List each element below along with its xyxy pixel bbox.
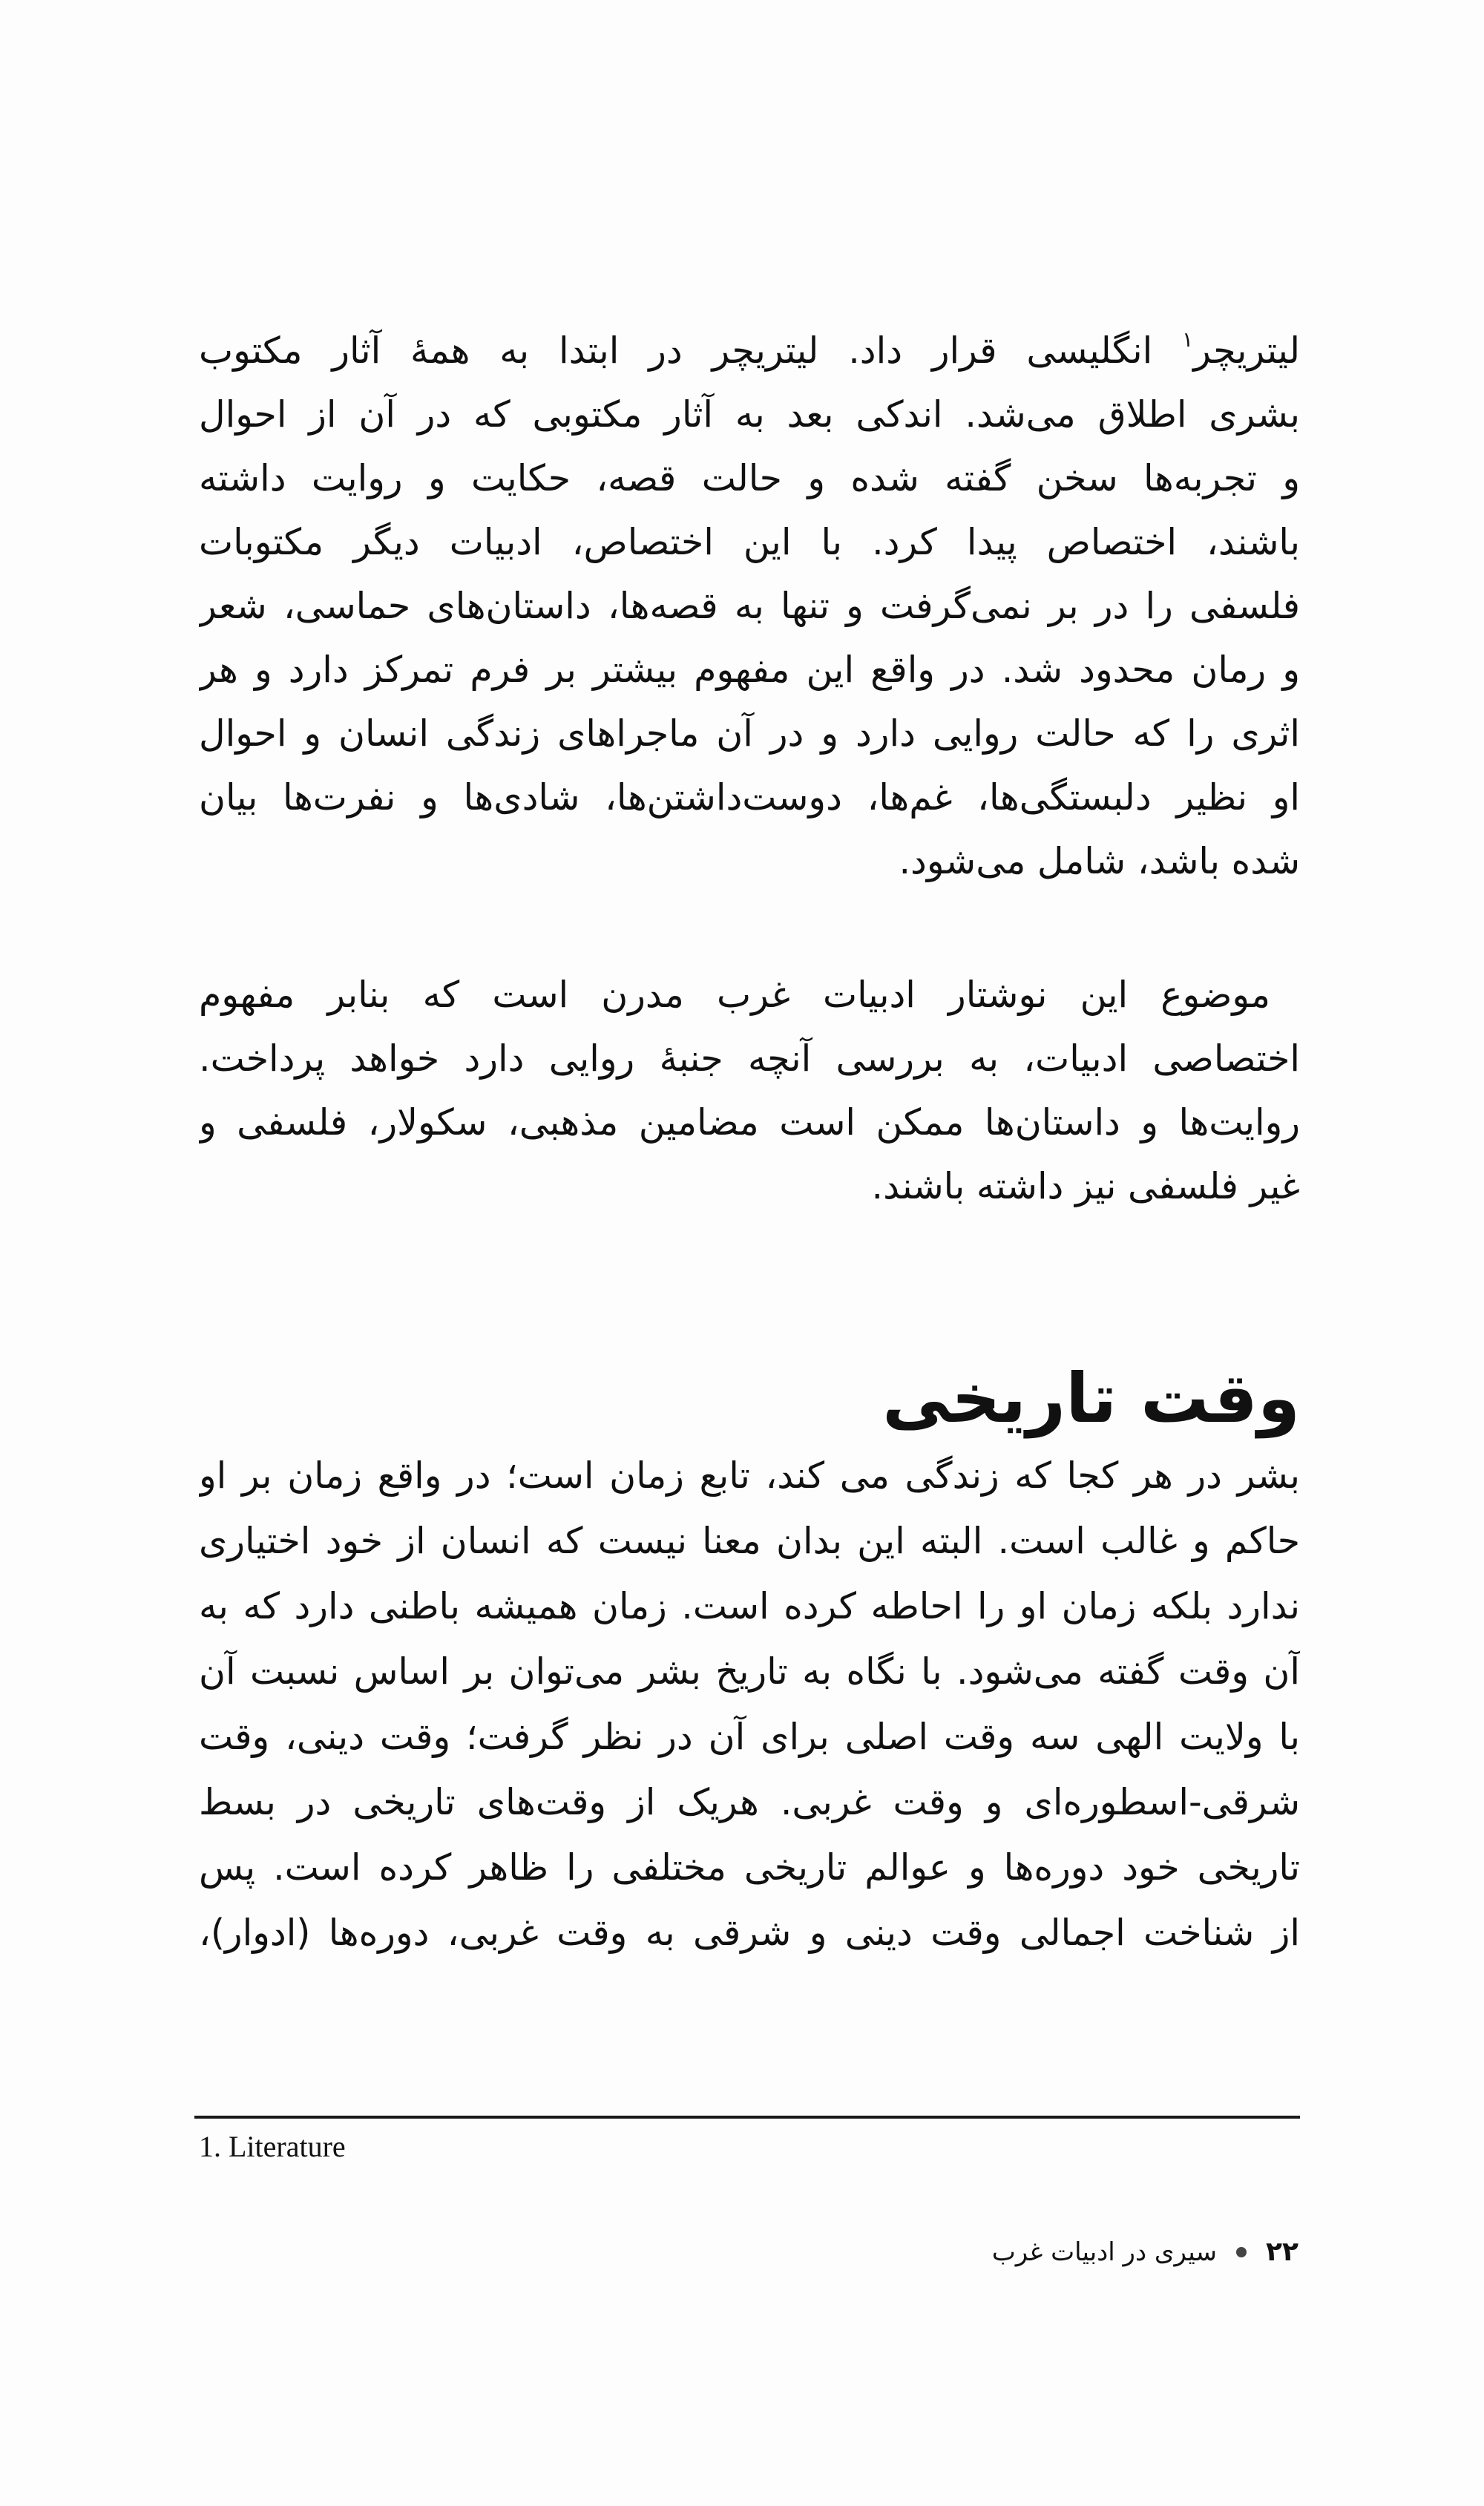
body-line: ندارد بلکه زمان او را احاطه کرده است. زمان همیشه باطنی دارد که به [199,1585,1300,1627]
body-line: آن وقت گفته می‌شود. با نگاه به تاریخ بشر می‌توان بر اساس نسبت آن [199,1650,1300,1693]
body-line: غیر فلسفی نیز داشته باشند. [871,1165,1300,1207]
body-line: اختصاصی ادبیات، به بررسی آنچه جنبهٔ روایی دارد خواهد پرداخت. [199,1037,1300,1080]
body-line: بشر در هر کجا که زندگی می کند، تابع زمان است؛ در واقع زمان بر او [199,1454,1300,1497]
running-title: سیری در ادبیات غرب [991,2237,1218,2267]
body-line: فلسفی را در بر نمی‌گرفت و تنها به قصه‌ها، داستان‌های حماسی، شعر [199,585,1300,627]
body-line: او نظیر دلبستگی‌ها، غم‌ها، دوست‌داشتن‌ها، شادی‌ها و نفرت‌ها بیان [199,776,1300,819]
body-line: و رمان محدود شد. در واقع این مفهوم بیشتر بر فرم تمرکز دارد و هر [199,649,1300,691]
section-heading: وقت تاریخی [882,1359,1300,1438]
body-line: از شناخت اجمالی وقت دینی و شرقی به وقت غربی، دوره‌ها (ادوار)، [199,1912,1300,1954]
bullet-icon [1236,2247,1247,2257]
body-line: باشند، اختصاص پیدا کرد. با این اختصاص، ادبیات دیگر مکتوبات [199,521,1300,563]
footnote-divider [194,2116,1300,2119]
body-line: با ولایت الهی سه وقت اصلی برای آن در نظر گرفت؛ وقت دینی، وقت [199,1716,1300,1758]
body-line: شرقی-اسطوره‌ای و وقت غربی. هریک از وقت‌های تاریخی در بسط [199,1781,1300,1823]
footnote: 1. Literature [199,2130,346,2163]
body-line: موضوع این نوشتار ادبیات غرب مدرن است که بنابر مفهوم [199,974,1270,1016]
body-line: لیتریچر$^۱$ انگلیسی قرار داد. لیتریچر در ابتدا به همهٔ آثار مکتوب [199,327,1300,372]
body-line: تاریخی خود دوره‌ها و عوالم تاریخی مختلفی را ظاهر کرده است. پس [199,1846,1300,1889]
footnote-reference: ۱ [1182,327,1194,352]
page-footer [992,2234,1298,2271]
body-line: اثری را که حالت روایی دارد و در آن ماجراهای زندگی انسان و احوال [199,712,1300,755]
body-line: شده باشد، شامل می‌شود. [899,840,1300,882]
body-line: روایت‌ها و داستان‌ها ممکن است مضامین مذهبی، سکولار، فلسفی و [199,1101,1300,1144]
body-line: و تجربه‌ها سخن گفته شده و حالت قصه، حکایت و روایت داشته [199,457,1300,499]
page-number: ۲۲ [1266,2237,1298,2267]
body-line: بشری اطلاق می‌شد. اندکی بعد به آثار مکتوبی که در آن از احوال [199,393,1300,436]
body-line: حاکم و غالب است. البته این بدان معنا نیست که انسان از خود اختیاری [199,1520,1300,1562]
